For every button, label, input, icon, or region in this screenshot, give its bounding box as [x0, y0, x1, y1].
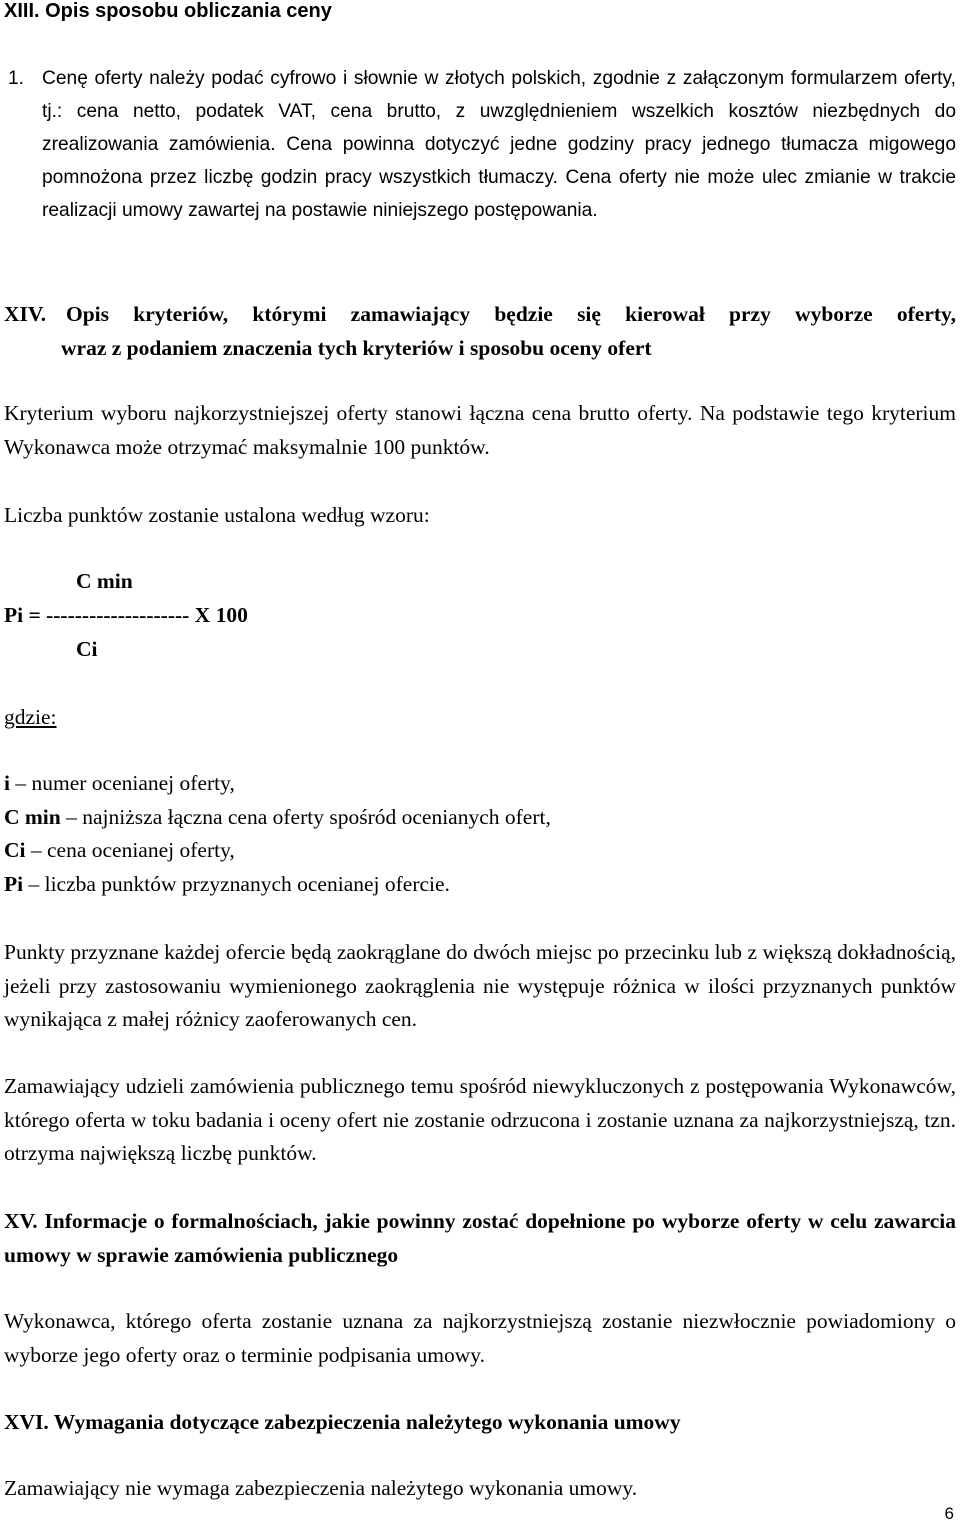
list-item-number: 1. [8, 68, 25, 89]
definition-term: C min [4, 804, 61, 829]
section-14-number: XIV. [4, 302, 47, 326]
formula-numerator: C min [76, 569, 133, 593]
definition-item [4, 801, 956, 835]
rounding-paragraph: Punkty przyznane każdej ofercie będą zaokrąglane do dwóch miejsc po przecinku lub z większą dokładnością, jeżeli przy zastosowaniu wymienionego zaokrąglenia nie występuje różnica w ilości przyznanych punktów wynikająca z małej różnicy zaoferowanych cen. [4, 940, 956, 1031]
definition-item [4, 834, 956, 868]
page-number: 6 [944, 1504, 954, 1523]
section-14-title-line2: wraz z podaniem znaczenia tych kryteriów i sposobu oceny ofert [61, 336, 652, 360]
definition-item [4, 868, 956, 902]
definition-term: Pi [4, 871, 24, 896]
formula-denominator: Ci [76, 637, 98, 661]
security-paragraph: Zamawiający nie wymaga zabezpieczenia należytego wykonania umowy. [4, 1476, 638, 1500]
notification-paragraph: Wykonawca, którego oferta zostanie uznana za najkorzystniejszą zostanie niezwłocznie powiadomiony o wyborze jego oferty oraz o terminie podpisania umowy. [4, 1309, 956, 1367]
formula-intro: Liczba punktów zostanie ustalona według wzoru: [4, 503, 430, 527]
definition-text: – liczba punktów przyznanych ocenianej ofercie. [23, 871, 450, 896]
award-paragraph: Zamawiający udzieli zamówienia publicznego temu spośród niewykluczonych z postępowania Wykonawców, którego oferta w toku badania i oceny ofert nie zostanie odrzucona i zostanie uznana za najkorzystniejszą, tzn. otrzyma największą liczbę punktów. [4, 1074, 956, 1165]
section-15-heading: XV. Informacje o formalnościach, jakie powinny zostać dopełnione po wyborze oferty w celu zawarcia umowy w sprawie zamówienia publicznego [4, 1209, 956, 1267]
definition-term: Ci [4, 838, 26, 862]
definition-term: i [4, 771, 10, 795]
section-14-title-line1: Opis kryteriów, którymi zamawiający będzie się kierował przy wyborze oferty, [66, 302, 956, 326]
where-label: gdzie: [4, 705, 57, 729]
criterion-paragraph: Kryterium wyboru najkorzystniejszej oferty stanowi łączna cena brutto oferty. Na podstawie tego kryterium Wykonawca może otrzymać maksymalnie 100 punktów. [4, 401, 956, 459]
definition-text: – numer ocenianej oferty, [9, 771, 235, 795]
section-16-heading: XVI. Wymagania dotyczące zabezpieczenia należytego wykonania umowy [4, 1410, 681, 1434]
definition-text: – cena ocenianej oferty, [25, 838, 235, 862]
definition-item [4, 767, 956, 801]
definitions-list [4, 767, 956, 901]
definition-text: – najniższa łączna cena oferty spośród ocenianych ofert, [60, 804, 551, 829]
price-calculation-paragraph: Cenę oferty należy podać cyfrowo i słownie w złotych polskich, zgodnie z załączonym formularzem oferty, tj.: cena netto, podatek VAT, cena brutto, z uwzględnieniem wszelkich kosztów niezbędnych do zrealizowania zamówienia. Cena powinna dotyczyć jedne godziny pracy jednego tłumacza migowego pomnożona przez liczbę godzin pracy wszystkich tłumaczy. Cena oferty nie może ulec zmianie w trakcie realizacji umowy zawartej na postawie niniejszego postępowania. [42, 68, 956, 221]
formula-line: Pi = -------------------- X 100 [4, 603, 248, 627]
section-13-heading: XIII. Opis sposobu obliczania ceny [4, 0, 332, 22]
